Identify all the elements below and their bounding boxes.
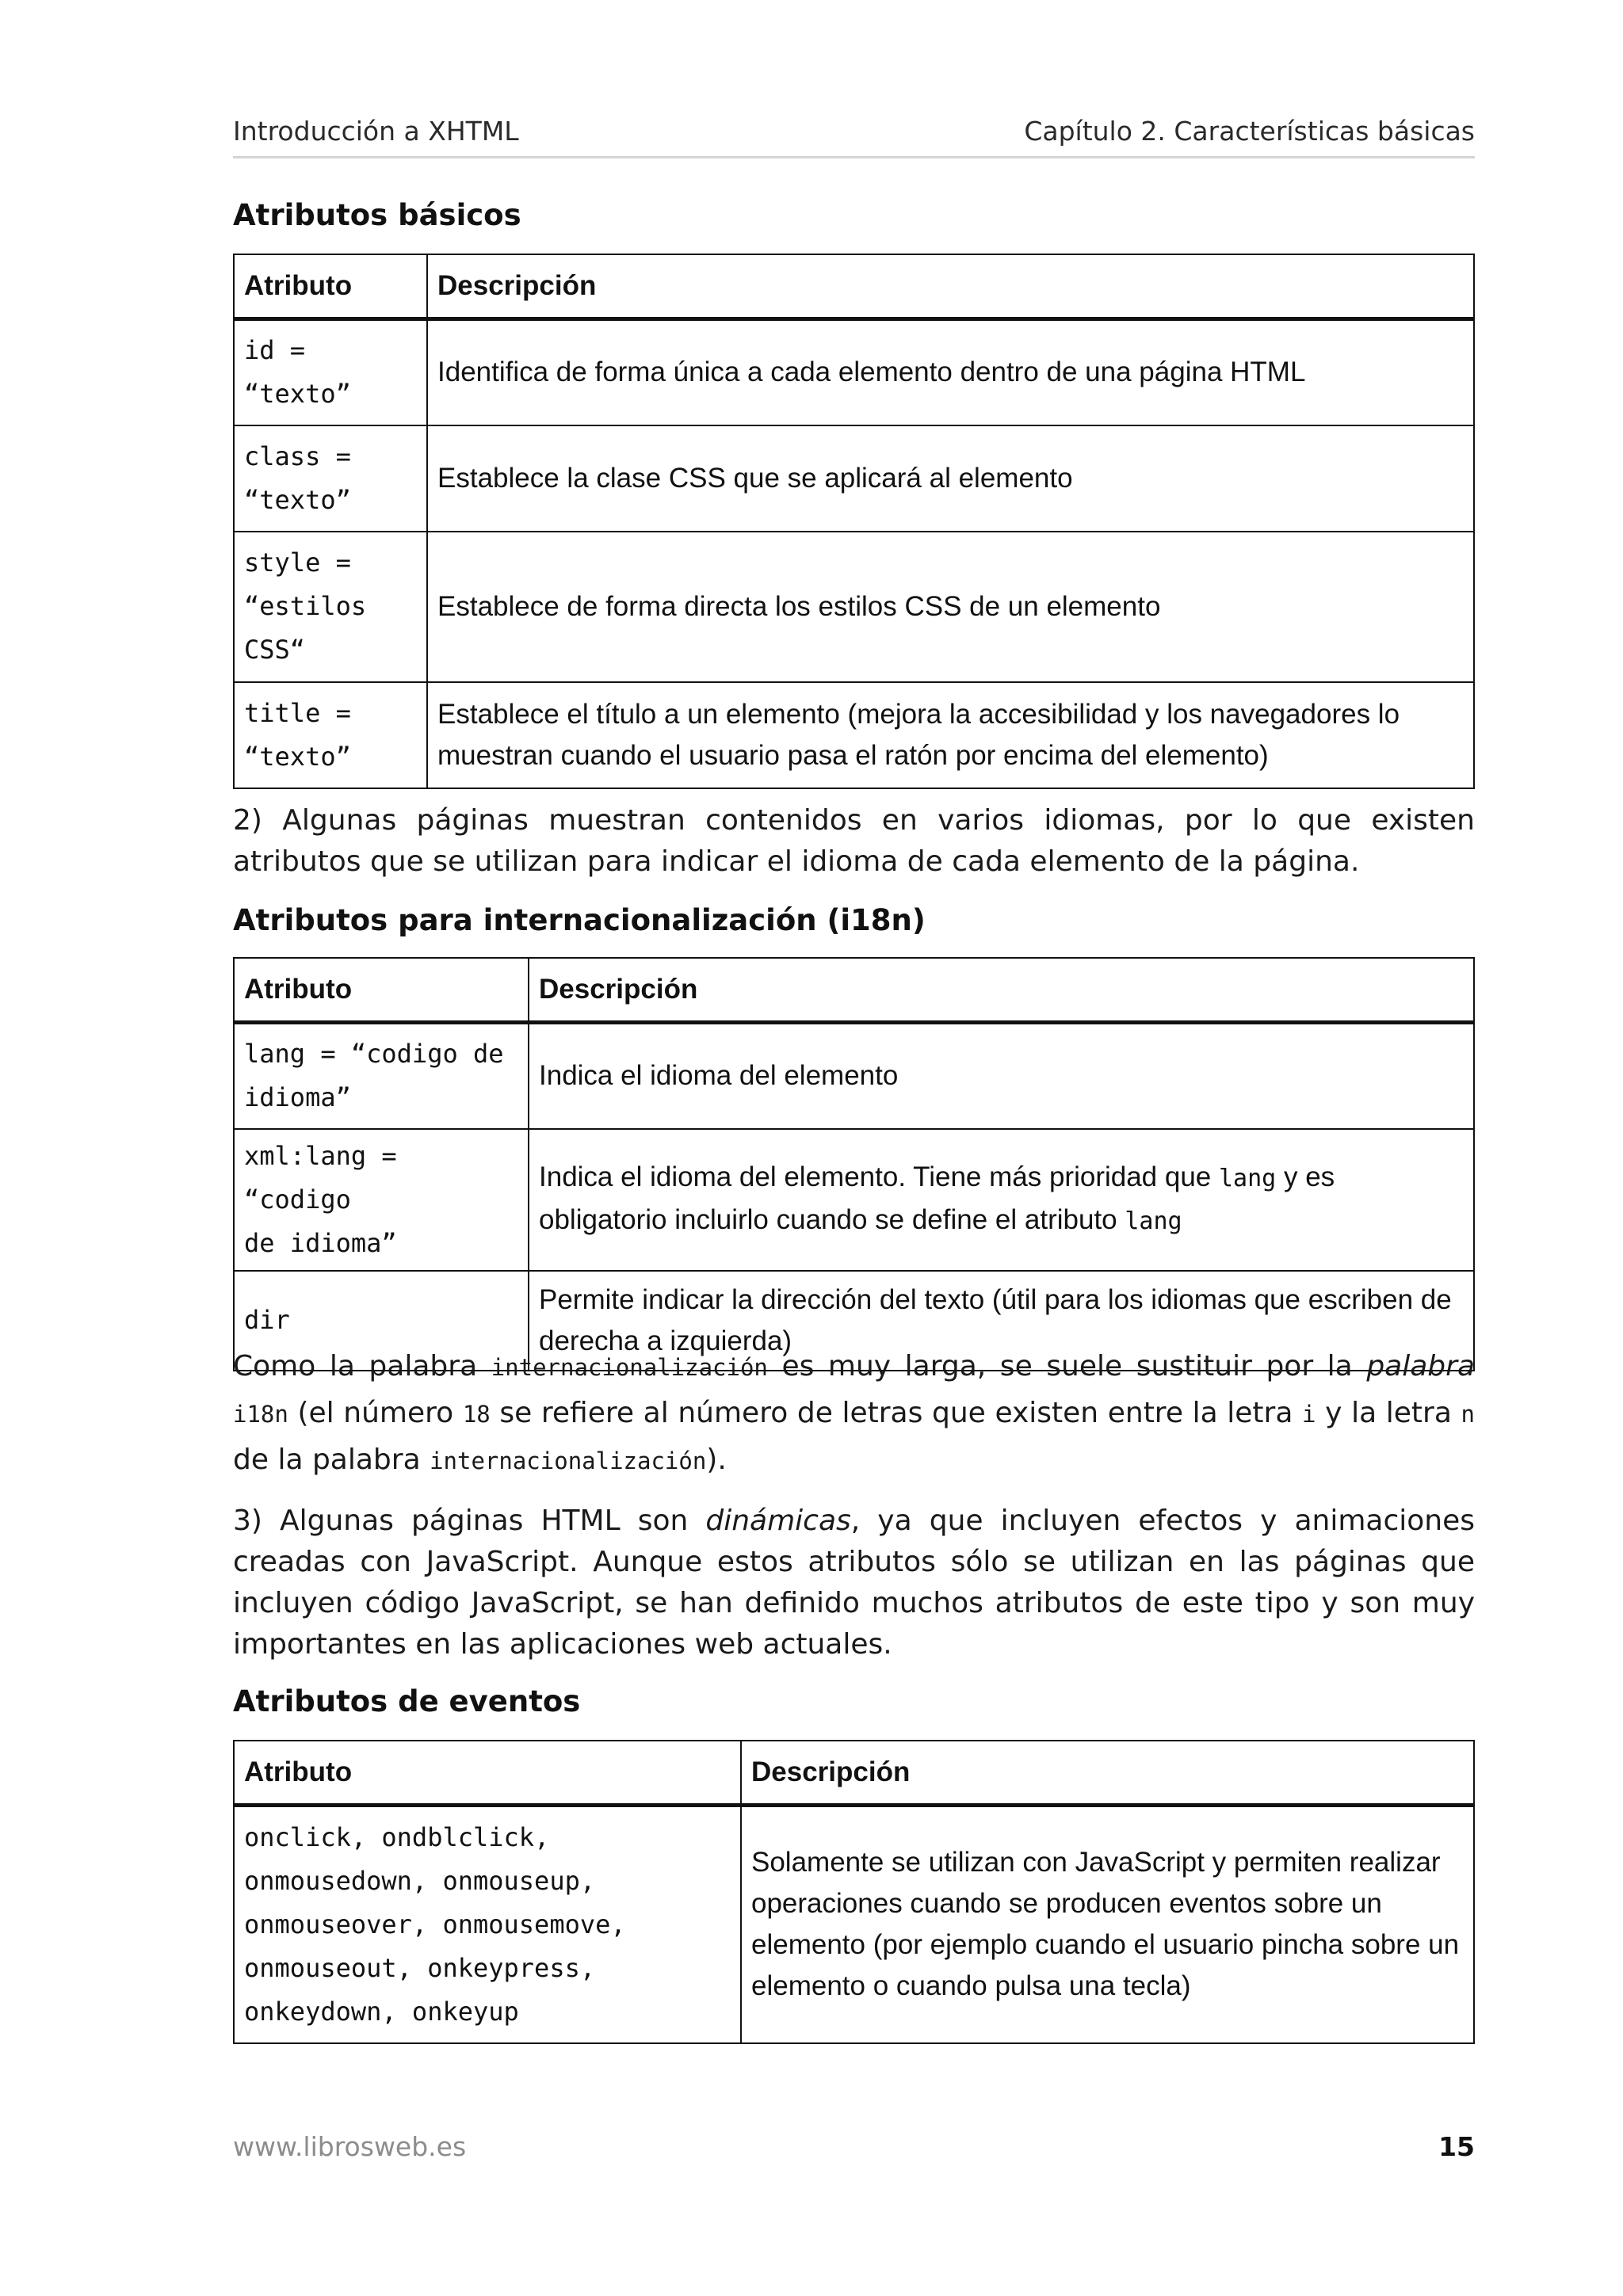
column-header-attribute: Atributo — [234, 958, 529, 1023]
paragraph-text: se refiere al número de letras que existen entre la letra — [490, 1397, 1303, 1429]
attribute-cell — [234, 1806, 741, 2043]
basic-attributes-table — [233, 254, 1475, 789]
site-link[interactable]: www.librosweb.es — [233, 2131, 467, 2162]
inline-code: lang — [1219, 1165, 1277, 1192]
paragraph-text: ). — [706, 1444, 727, 1476]
description-cell — [529, 1129, 1474, 1271]
paragraph-text: (el número — [288, 1397, 463, 1429]
inline-code: n — [1461, 1401, 1475, 1428]
table-header-row — [234, 958, 1474, 1023]
attribute-line: idioma” — [244, 1082, 351, 1113]
inline-code: i — [1302, 1401, 1316, 1428]
description-cell: Identifica de forma única a cada elemento dentro de una página HTML — [427, 319, 1474, 425]
attribute-line: xml:lang = “codigo — [244, 1140, 397, 1215]
section-title-events: Atributos de eventos — [233, 1684, 581, 1718]
column-header-description: Descripción — [529, 958, 1474, 1023]
attribute-line: onkeydown, onkeyup — [244, 1996, 519, 2027]
description-cell: Establece la clase CSS que se aplicará al elemento — [427, 425, 1474, 532]
attribute-line: “texto” — [244, 741, 351, 772]
inline-code: 18 — [462, 1401, 491, 1428]
description-cell: Establece el título a un elemento (mejora la accesibilidad y los navegadores lo muestran cuando el usuario pasa el ratón por encima del elemento) — [427, 682, 1474, 788]
description-text: y es obligatorio incluirlo cuando se define el atributo — [539, 1161, 1335, 1235]
paragraph-text: y la letra — [1316, 1397, 1461, 1429]
chapter-title: Capítulo 2. Características básicas — [1024, 116, 1475, 147]
section-title-i18n: Atributos para internacionalización (i18n) — [233, 903, 926, 937]
attribute-cell — [234, 319, 427, 425]
column-header-attribute: Atributo — [234, 1741, 741, 1806]
i18n-attributes-table — [233, 957, 1475, 1371]
table-row — [234, 532, 1474, 682]
attribute-line: onmousedown, onmouseup, — [244, 1865, 596, 1896]
paragraph-events — [233, 1501, 1475, 1665]
attribute-line: lang = “codigo de — [244, 1039, 504, 1070]
attribute-line: dir — [244, 1305, 290, 1335]
attribute-line: de idioma” — [244, 1227, 397, 1258]
description-text: Indica el idioma del elemento. Tiene más prioridad que — [539, 1161, 1219, 1192]
table-row — [234, 319, 1474, 425]
inline-code: internacionalización — [491, 1354, 768, 1381]
column-header-description: Descripción — [427, 254, 1474, 319]
emphasis-text: palabra — [1366, 1350, 1475, 1383]
table-header-row — [234, 254, 1474, 319]
attribute-line: style = — [244, 547, 351, 578]
paragraph-text: 3) Algunas páginas HTML son — [233, 1505, 706, 1537]
column-header-description: Descripción — [741, 1741, 1474, 1806]
page-number: 15 — [1438, 2131, 1475, 2162]
paragraph-languages: 2) Algunas páginas muestran contenidos en varios idiomas, por lo que existen atributos que se utilizan para indicar el idioma de cada elemento de la página. — [233, 804, 1475, 878]
book-title: Introducción a XHTML — [233, 116, 519, 147]
event-attributes-table — [233, 1740, 1475, 2044]
inline-code: i18n — [233, 1401, 288, 1428]
description-cell: Solamente se utilizan con JavaScript y permiten realizar operaciones cuando se producen eventos sobre un elemento (por ejemplo cuando el usuario pincha sobre un elemento o cuando pulsa una tecla) — [741, 1806, 1474, 2043]
attribute-cell — [234, 1023, 529, 1129]
attribute-cell — [234, 682, 427, 788]
paragraph-text: Como la palabra — [233, 1350, 491, 1383]
emphasis-text: dinámicas — [705, 1505, 851, 1537]
description-cell: Establece de forma directa los estilos CSS de un elemento — [427, 532, 1474, 682]
table-row — [234, 425, 1474, 532]
column-header-attribute: Atributo — [234, 254, 427, 319]
attribute-line: “estilos — [244, 591, 367, 621]
running-header — [233, 116, 1475, 158]
table-row — [234, 1023, 1474, 1129]
page-footer — [233, 2131, 1475, 2162]
attribute-line: title = — [244, 697, 351, 728]
attribute-line: class = — [244, 441, 351, 471]
paragraph-text: de la palabra — [233, 1444, 430, 1476]
attribute-cell — [234, 425, 427, 532]
attribute-cell — [234, 532, 427, 682]
attribute-line: CSS“ — [244, 635, 306, 665]
table-row — [234, 1129, 1474, 1271]
attribute-line: id = — [244, 335, 306, 366]
paragraph-text: , ya que incluyen efectos y animaciones creadas con JavaScript. Aunque estos atributos sólo se utilizan en las páginas que incluyen código JavaScript, se han definido muchos atributos de este tipo y son muy importantes en las aplicaciones web actuales. — [233, 1505, 1475, 1661]
description-text: Permite indicar la dirección del texto (útil para los idiomas que escriben de derecha a izquierda) — [539, 1283, 1452, 1356]
table-row — [234, 1806, 1474, 2043]
table-row — [234, 682, 1474, 788]
description-cell — [529, 1023, 1474, 1129]
attribute-cell — [234, 1129, 529, 1271]
attribute-line: onmouseout, onkeypress, — [244, 1952, 596, 1983]
attribute-line: “texto” — [244, 484, 351, 515]
inline-code: internacionalización — [430, 1447, 707, 1474]
attribute-line: “texto” — [244, 379, 351, 410]
paragraph-text: es muy larga, se suele sustituir por la — [767, 1350, 1367, 1383]
attribute-line: onmouseover, onmousemove, — [244, 1909, 626, 1939]
description-text: Indica el idioma del elemento — [539, 1060, 899, 1092]
inline-code: lang — [1125, 1207, 1182, 1235]
section-title-basic: Atributos básicos — [233, 198, 521, 232]
attribute-line: onclick, ondblclick, — [244, 1821, 550, 1852]
table-header-row — [234, 1741, 1474, 1806]
paragraph-i18n — [233, 1344, 1475, 1484]
